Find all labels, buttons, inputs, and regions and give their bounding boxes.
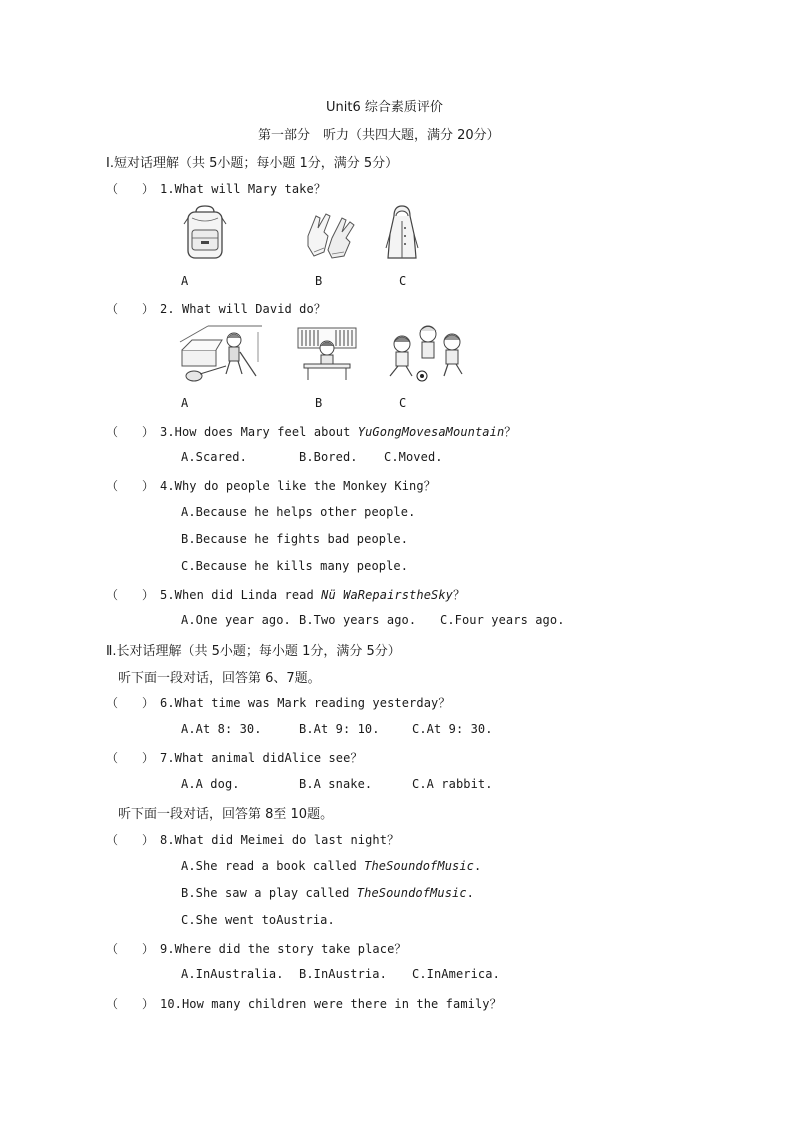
option-label-c: C [399,274,407,288]
playing-football-icon[interactable] [382,322,468,384]
option-c[interactable]: C.Four years ago. [440,613,565,627]
question-mark: ？ [504,425,517,439]
answer-bracket[interactable]: （ ） [106,425,155,439]
book-title: Nü WaRepairstheSky [321,588,453,602]
question-number: 5. [160,588,175,602]
option-a[interactable]: A.InAustralia. [181,967,284,981]
option-a[interactable]: A.Scared. [181,450,247,464]
question-number: 8. [160,833,175,847]
option-label-b: B [315,274,323,288]
backpack-icon[interactable] [182,204,228,262]
answer-bracket[interactable]: （ ） [106,182,155,196]
question-5 [160,586,465,603]
question-text: Why do people like the Monkey King？ [174,479,436,493]
option-b[interactable]: B.Two years ago. [299,613,417,627]
dialogue-intro-2: 听下面一段对话，回答第 8至 10题。 [118,807,334,822]
question-number: 2. [160,302,175,316]
question-text: How many children were there in the family？ [181,997,502,1011]
option-b[interactable]: B.Bored. [299,450,358,464]
question-2 [160,300,326,317]
answer-bracket[interactable]: （ ） [106,479,155,493]
question-10 [160,995,502,1012]
answer-bracket[interactable]: （ ） [106,302,155,316]
raincoat-icon[interactable] [384,204,420,262]
question-text: Where did the story take place？ [174,942,407,956]
section-2-heading: Ⅱ.长对话理解（共 5小题；每小题 1分，满分 5分） [106,644,401,659]
question-mark: ？ [453,588,466,602]
question-number: 1. [160,182,175,196]
question-text: What will Mary take？ [174,182,326,196]
option-c[interactable]: C.She went toAustria. [181,913,335,927]
question-text: What animal didAlice see？ [174,751,363,765]
question-3 [160,423,516,440]
option-a[interactable] [181,859,481,873]
question-9 [160,940,407,957]
section-part-title: 第一部分 听力（共四大题，满分 20分） [258,128,500,143]
book-title: TheSoundofMusic [364,859,474,873]
option-period: . [466,886,474,900]
option-b[interactable]: B.A snake. [299,777,373,791]
play-title: TheSoundofMusic [356,886,467,900]
question-text: When did Linda read [174,588,322,602]
option-a[interactable]: A.A dog. [181,777,240,791]
question-number: 7. [160,751,175,765]
book-title: YuGongMovesaMountain [357,425,505,439]
option-label-c: C [399,396,407,410]
option-b[interactable]: B.Because he fights bad people. [181,532,409,546]
option-label-b: B [315,396,323,410]
option-c[interactable]: C.Because he kills many people. [181,559,409,573]
question-number: 10. [160,997,182,1011]
cleaning-room-icon[interactable] [178,322,264,384]
question-text: What will David do？ [174,302,326,316]
page-title: Unit6 综合素质评价 [326,100,443,115]
answer-bracket[interactable]: （ ） [106,751,155,765]
option-text: A.She read a book called [181,859,365,873]
question-7 [160,749,363,766]
option-a[interactable]: A.One year ago. [181,613,291,627]
question-number: 9. [160,942,175,956]
option-b[interactable]: B.InAustria. [299,967,387,981]
option-label-a: A [181,396,189,410]
option-label-a: A [181,274,189,288]
option-b[interactable] [181,886,474,900]
option-c[interactable]: C.InAmerica. [412,967,500,981]
answer-bracket[interactable]: （ ） [106,833,155,847]
answer-bracket[interactable]: （ ） [106,997,155,1011]
answer-bracket[interactable]: （ ） [106,588,155,602]
question-text: What did Meimei do last night？ [174,833,400,847]
question-text: How does Mary feel about [174,425,358,439]
question-8 [160,831,399,848]
question-text: What time was Mark reading yesterday？ [174,696,451,710]
answer-bracket[interactable]: （ ） [106,696,155,710]
section-1-heading: Ⅰ.短对话理解（共 5小题；每小题 1分，满分 5分） [106,156,399,171]
option-c[interactable]: C.At 9: 30. [412,722,493,736]
option-text: B.She saw a play called [181,886,357,900]
gloves-icon[interactable] [302,208,360,260]
question-number: 4. [160,479,175,493]
question-number: 6. [160,696,175,710]
question-6 [160,694,450,711]
option-b[interactable]: B.At 9: 10. [299,722,380,736]
option-period: . [474,859,482,873]
dialogue-intro-1: 听下面一段对话，回答第 6、7题。 [118,671,321,686]
answer-bracket[interactable]: （ ） [106,942,155,956]
option-c[interactable]: C.A rabbit. [412,777,493,791]
option-c[interactable]: C.Moved. [384,450,443,464]
question-4 [160,477,436,494]
question-number: 3. [160,425,175,439]
option-a[interactable]: A.Because he helps other people. [181,505,416,519]
option-a[interactable]: A.At 8: 30. [181,722,262,736]
question-1 [160,180,326,197]
reading-books-icon[interactable] [296,326,358,382]
